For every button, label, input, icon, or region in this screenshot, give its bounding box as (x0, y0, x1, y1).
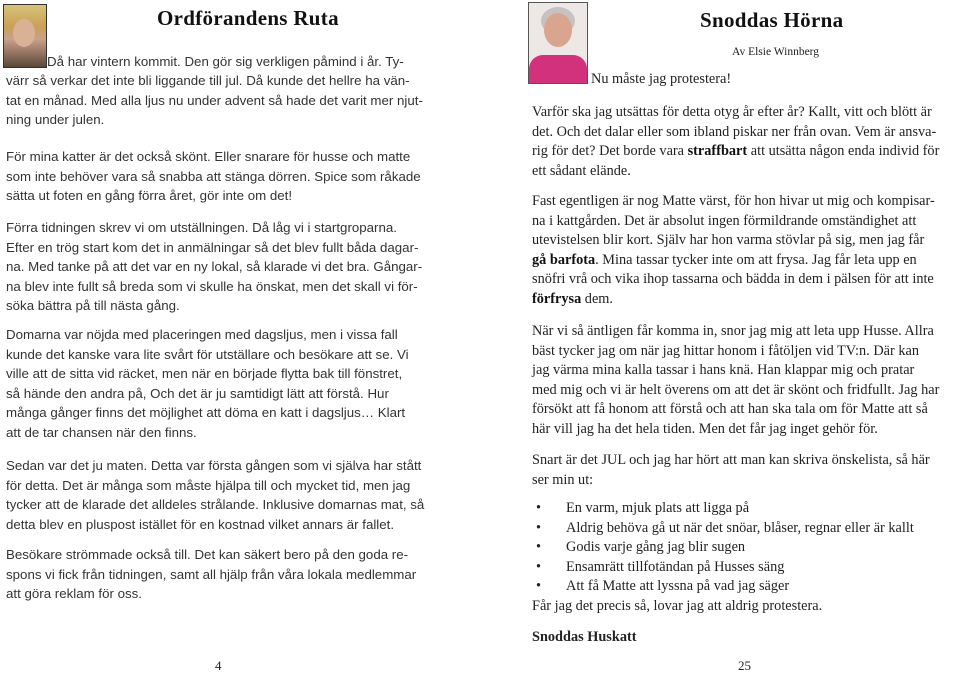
text-line: Då har vintern kommit. Den gör sig verkligen påmind i år. Ty- (47, 54, 404, 69)
text-line: många gånger finns det möjlighet att döma en katt i dagsljus… Klart (6, 405, 406, 421)
right-paragraph-2 (532, 192, 957, 310)
closing-line: Får jag det precis så, lovar jag att aldrig protestera. (532, 597, 823, 614)
bold-word: förfrysa (532, 290, 582, 307)
text-line: Snart är det JUL och jag har hört att man kan skriva önskelista, så här (532, 452, 930, 468)
text-line: bäst tycker jag om när jag hittar honom i fåtöljen vid TV:n. Där kan (532, 342, 919, 359)
text-line: det. Och det dalar eller som ibland piskar ner från ovan. Vem är ansva- (532, 123, 937, 140)
text-run: att utsätta någon enda individ för (747, 143, 940, 160)
text-line: Nu måste jag protestera! (591, 71, 732, 87)
right-paragraph-1 (532, 103, 957, 181)
left-paragraph-5 (6, 456, 466, 534)
text-line: Domarna var nöjda med placeringen med dagsljus, men i vissa fall (6, 327, 398, 342)
text-line: spons vi fick från tidningen, samt all hjälp från våra lokala medlemmar (6, 566, 417, 582)
text-line: Besökare strömmade också till. Det kan säkert bero på den goda re- (6, 547, 409, 562)
text-run: rig för det? Det borde vara (532, 143, 688, 160)
text-line: När vi så äntligen får komma in, snor jag mig att leta upp Husse. Allra (532, 323, 934, 339)
text-line: kunde det kanske vara lite svårt för utställare och besökare att se. Vi (6, 346, 409, 362)
text-line: Fast egentligen är nog Matte värst, för hon hivar ut mig och kompisar- (532, 193, 935, 209)
text-line: jag värma mina kalla tassar i hans knä. Han klappar mig och pratar (532, 362, 915, 379)
text-line: ser min ut: (532, 471, 594, 488)
text-line: ett sådant elände. (532, 162, 631, 179)
page-number-right: 25 (738, 658, 751, 673)
text-line: som inte behöver vara så snabba att stänga dörren. Spice som råkade (6, 168, 421, 184)
text-line (532, 142, 957, 162)
wish-list (532, 499, 957, 597)
bold-word: straffbart (687, 143, 748, 160)
text-line: sätta ut foten en gång förra året, gör inte om det! (6, 188, 293, 204)
text-line (532, 251, 957, 271)
text-line: att göra reklam för oss. (6, 586, 142, 602)
text-line: med mig och vi är helt överens om att det är skönt och fridfullt. Jag har (532, 381, 940, 398)
text-line: För mina katter är det också skönt. Eller snarare för husse och matte (6, 149, 411, 164)
bold-word: gå barfota (532, 251, 596, 268)
byline: Av Elsie Winnberg (732, 46, 820, 58)
text-line: snöfri vrå och vika ihop tassarna och bädda in dem i pälsen för att inte (532, 271, 934, 288)
author-photo-right (528, 2, 588, 84)
text-line: tat en månad. Med alla ljus nu under advent så hade det varit mer njut- (6, 92, 423, 108)
left-paragraph-3 (6, 218, 466, 316)
text-line (532, 290, 957, 310)
text-line: så hände den andra på, Och det är ju samtidigt lätt att förstå. Hur (6, 385, 389, 401)
text-line: detta blev en pluspost istället för en kostnad vilket annars är fallet. (6, 516, 395, 532)
text-line: försökt att få honom att förstå och att han ska tala om för Matte att så (532, 401, 928, 418)
left-page (0, 0, 470, 672)
list-item: • Ensamrätt tillfotändan på Husses säng (532, 558, 957, 578)
left-paragraph-2 (6, 147, 466, 206)
left-paragraph-1 (6, 71, 466, 130)
text-line: Efter en trög start kom det in anmälningar så det blev fullt båda dagar- (6, 239, 419, 255)
text-line: na blev inte fullt så breda som vi skulle ha önskat, men det skall vi för- (6, 278, 418, 294)
text-line: här vill jag ha det hela tiden. Men det får jag inget gehör för. (532, 420, 878, 437)
text-line: för detta. Det är många som måste hjälpa till och mycket tid, men jag (6, 477, 411, 493)
right-paragraph-3 (532, 322, 957, 440)
text-run: . Mina tassar tycker inte om att frysa. Jag får leta upp en (595, 251, 917, 268)
text-line: Varför ska jag utsättas för detta otyg år efter år? Kallt, vitt och blött är (532, 104, 932, 120)
text-line: na. Med tanke på att det var en ny lokal, så klarade vi det bra. Gångar- (6, 259, 423, 275)
list-item: • Att få Matte att lyssna på vad jag säger (532, 577, 957, 597)
text-run: dem. (581, 290, 613, 307)
left-paragraph-1-first (47, 52, 467, 72)
intro-line (591, 70, 731, 90)
signature: Snoddas Huskatt (532, 629, 637, 645)
text-line: Förra tidningen skrev vi om utställningen. Då låg vi i startgroparna. (6, 220, 397, 235)
text-line: ville att de sitta vid räcket, men när en började flytta bak till fönstret, (6, 366, 403, 382)
left-paragraph-6 (6, 545, 466, 604)
left-paragraph-4 (6, 325, 466, 443)
page-number-left: 4 (215, 658, 222, 673)
list-item: • Aldrig behöva gå ut när det snöar, blåser, regnar eller är kallt (532, 519, 957, 539)
page-title-left: Ordförandens Ruta (157, 6, 339, 30)
text-line: värr så verkar det inte bli liggande till jul. Då kunde det hellre ha vän- (6, 73, 410, 88)
list-item: • En varm, mjuk plats att ligga på (532, 499, 957, 519)
right-paragraph-4 (532, 451, 957, 490)
text-line: tycker att de klarade det alldeles strålande. Inklusive domarnas mat, så (6, 497, 425, 513)
text-line: ning under julen. (6, 112, 105, 128)
text-line: söka bättra på till nästa gång. (6, 298, 180, 314)
text-line: na i kattgården. Det är absolut ingen förmildrande omständighet att (532, 212, 917, 229)
text-line: att de tar chansen när den finns. (6, 424, 197, 440)
page-title-right: Snoddas Hörna (700, 8, 844, 32)
author-photo-left (3, 4, 47, 68)
text-line: utevistelsen blir kort. Själv har hon varma stövlar på sig, men jag får (532, 232, 925, 249)
list-item: • Godis varje gång jag blir sugen (532, 538, 957, 558)
text-line: Sedan var det ju maten. Detta var första gången som vi själva har stått (6, 458, 422, 473)
wish-list-block (532, 499, 957, 617)
